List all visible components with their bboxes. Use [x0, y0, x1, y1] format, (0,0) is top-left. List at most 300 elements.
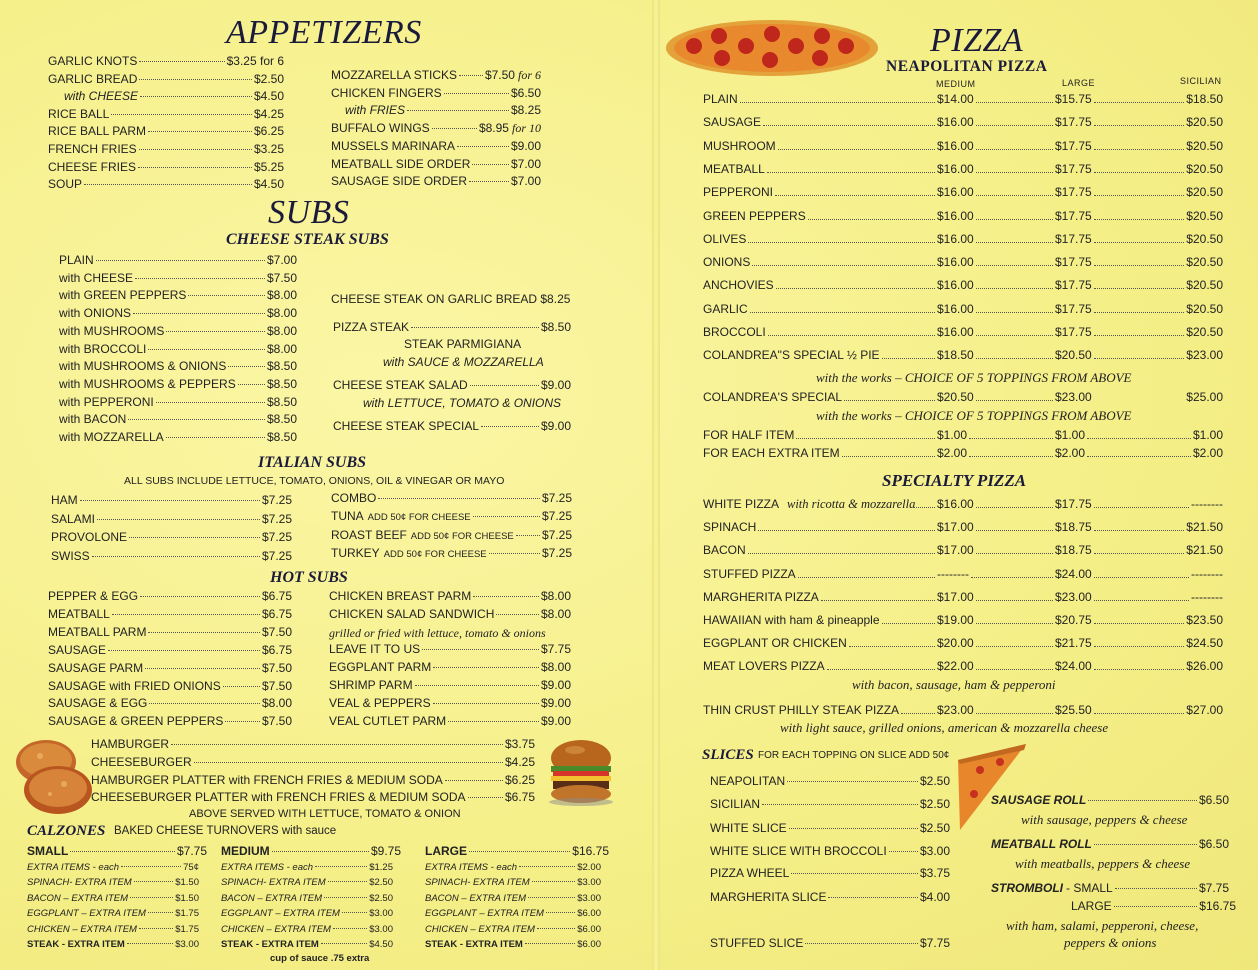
price-sicilian: $26.00 — [1186, 659, 1223, 674]
appetizer-row — [331, 121, 541, 137]
price-large: $17.75 — [1055, 497, 1092, 511]
item-price: $6.50 — [1198, 793, 1229, 807]
item-name: HAM — [51, 493, 78, 507]
dot-leader — [139, 149, 252, 150]
item-price: $8.95 — [478, 121, 509, 136]
item-note: ADD 50¢ FOR CHEESE — [383, 548, 487, 560]
dot-leader — [473, 516, 540, 517]
dot-leader — [469, 181, 509, 182]
dot-leader — [976, 600, 1053, 601]
dot-leader — [525, 943, 575, 944]
calzone-extra-row — [27, 877, 199, 890]
item-name: SALAMI — [51, 511, 96, 526]
dot-leader — [333, 928, 367, 929]
price-sicilian: $20.50 — [1186, 255, 1223, 270]
calzone-extra-row — [425, 939, 601, 952]
item-name: with BROCCOLI — [59, 341, 147, 356]
dot-leader — [1094, 623, 1184, 624]
dot-leader — [976, 530, 1053, 531]
price-medium: $16.00 — [937, 115, 974, 130]
item-price: $2.50 — [919, 797, 950, 811]
dot-leader — [519, 866, 575, 867]
price-sicilian: $27.00 — [1186, 703, 1223, 717]
item-name: STEAK - EXTRA ITEM — [27, 939, 125, 950]
dot-leader — [80, 500, 260, 501]
appetizers-title: APPETIZERS — [226, 14, 422, 51]
price-sicilian: $20.50 — [1186, 231, 1223, 246]
item-name: GREEN PEPPERS — [703, 208, 806, 223]
dot-leader — [148, 349, 265, 350]
item-price: $8.50 — [266, 359, 297, 374]
item-name: CHICKEN – EXTRA ITEM — [425, 923, 535, 935]
item-name: FRENCH FRIES — [48, 142, 137, 156]
price-large: $15.75 — [1055, 92, 1092, 106]
price-medium: $2.00 — [937, 446, 968, 460]
item-name: SMALL — [27, 844, 69, 858]
item-name: COMBO — [331, 491, 377, 505]
item-name: EGGPLANT – EXTRA ITEM — [425, 908, 544, 920]
hot-sub-row — [48, 696, 292, 712]
cheese-steak-row — [59, 288, 297, 304]
burger-row — [91, 790, 535, 806]
dot-leader — [1094, 102, 1184, 103]
dot-leader — [139, 928, 173, 929]
page-fold — [652, 0, 660, 970]
hot-sub-row — [48, 589, 292, 605]
dot-leader — [1094, 844, 1197, 845]
dot-leader — [901, 713, 935, 714]
cheese-steak-row — [59, 271, 297, 287]
item-name: CHEESE FRIES — [48, 159, 137, 174]
item-price: 75¢ — [183, 862, 199, 873]
item-name: STEAK - EXTRA ITEM — [221, 939, 319, 950]
calzones-subtitle: BAKED CHEESE TURNOVERS with sauce — [114, 825, 337, 837]
item-name: SPINACH- EXTRA ITEM — [425, 877, 530, 889]
item-name: TUNA — [331, 509, 364, 524]
price-medium: $16.00 — [937, 161, 974, 176]
item-name: EXTRA ITEMS - each — [425, 862, 518, 873]
item-price: $4.50 — [253, 89, 284, 104]
dot-leader — [763, 125, 935, 126]
neapolitan-row — [703, 139, 1223, 155]
dot-leader — [748, 242, 935, 243]
item-name: with CHEESE — [59, 270, 134, 285]
item-price: $8.25 — [510, 103, 541, 118]
item-price: $2.50 — [369, 877, 393, 889]
calzone-extra-row — [27, 939, 199, 952]
item-price: $7.50 — [266, 270, 297, 285]
dot-leader — [889, 851, 918, 852]
dot-leader — [546, 912, 575, 913]
item-name: CHEESEBURGER PLATTER with FRENCH FRIES & MEDIUM SODA — [91, 790, 466, 805]
item-name: EXTRA ITEMS - each — [27, 862, 120, 873]
price-sicilian: -------- — [1191, 589, 1223, 604]
item-name: SAUSAGE SIDE ORDER — [331, 174, 468, 189]
dot-leader — [1094, 530, 1184, 531]
extra-item-row — [703, 446, 1223, 462]
item-price: $8.50 — [266, 394, 297, 409]
item-name: WHITE SLICE — [710, 821, 787, 835]
dot-leader — [1094, 646, 1184, 647]
dot-leader — [976, 358, 1053, 359]
burger-row — [91, 755, 535, 771]
specialty-row — [703, 636, 1223, 652]
item-price: $7.75 — [919, 936, 950, 950]
dot-leader — [433, 703, 539, 704]
pizza-image — [664, 18, 880, 78]
price-sicilian: $21.50 — [1186, 543, 1223, 558]
dot-leader — [470, 385, 539, 386]
price-large: $17.75 — [1055, 161, 1092, 176]
appetizer-row — [48, 160, 284, 176]
price-large: $17.75 — [1055, 138, 1092, 153]
item-price: $6.50 — [510, 85, 541, 100]
item-name: PROVOLONE — [51, 530, 128, 544]
dot-leader — [791, 873, 918, 874]
stromboli-note-1: with ham, salami, pepperoni, cheese, — [1006, 918, 1199, 933]
appetizer-row — [331, 139, 541, 155]
dot-leader — [444, 93, 509, 94]
dot-leader — [433, 667, 539, 668]
slice-row — [710, 866, 950, 882]
dot-leader — [188, 295, 265, 296]
price-medium: $20.00 — [937, 636, 974, 651]
dot-leader — [324, 897, 367, 898]
dot-leader — [1094, 265, 1184, 266]
colandrea-special-row — [703, 390, 1223, 406]
item-price: $2.00 — [577, 862, 601, 873]
item-price: $16.75 — [1199, 899, 1236, 913]
price-medium: $23.00 — [937, 703, 974, 717]
item-name: EGGPLANT PARM — [329, 660, 432, 674]
dot-leader — [528, 897, 575, 898]
item-name: MEATBALL — [48, 606, 110, 621]
dot-leader — [1094, 507, 1189, 508]
item-name: with MOZZARELLA — [59, 430, 164, 444]
item-name: PLAIN — [59, 253, 94, 267]
dot-leader — [140, 96, 252, 97]
dot-leader — [976, 265, 1053, 266]
dot-leader — [976, 288, 1053, 289]
dot-leader — [805, 943, 918, 944]
dot-leader — [228, 366, 265, 367]
dot-leader — [775, 195, 935, 196]
dot-leader — [827, 669, 935, 670]
dot-leader — [194, 762, 503, 763]
item-name: MEDIUM — [221, 844, 270, 858]
item-price: $3.00 — [919, 844, 950, 858]
price-sicilian: $23.50 — [1186, 613, 1223, 627]
item-price: $16.75 — [572, 844, 609, 858]
item-price: $9.75 — [370, 844, 401, 858]
item-price: $9.00 — [540, 378, 571, 392]
italian-sub-row — [331, 528, 572, 544]
dot-leader — [1088, 800, 1197, 801]
item-price: $1.75 — [175, 908, 199, 920]
item-name: STROMBOLI — [991, 881, 1063, 895]
dot-leader — [789, 828, 918, 829]
dot-leader — [445, 780, 503, 781]
item-price: $3.75 — [504, 737, 535, 751]
item-name: VEAL & PEPPERS — [329, 696, 431, 710]
calzones-title: CALZONES — [27, 823, 106, 839]
item-name: SAUSAGE with FRIED ONIONS — [48, 678, 221, 693]
specialty-row — [703, 543, 1223, 559]
price-sicilian: $24.50 — [1186, 636, 1223, 651]
item-price: $7.50 — [261, 714, 292, 729]
dot-leader — [496, 614, 539, 615]
cheese-steak-row — [59, 412, 297, 428]
dot-leader — [411, 327, 539, 328]
calzone-extra-row — [425, 893, 601, 906]
calzone-extra-row — [221, 924, 393, 937]
item-name: BACON — [703, 543, 746, 558]
item-name: CHICKEN FINGERS — [331, 85, 442, 100]
dot-leader — [1094, 149, 1184, 150]
item-price: $6.75 — [261, 642, 292, 657]
price-large: $17.75 — [1055, 255, 1092, 270]
appetizer-row — [48, 54, 284, 70]
calzone-extra-row — [221, 939, 393, 952]
dot-leader — [139, 61, 224, 62]
hot-sub-row — [48, 643, 292, 659]
dot-leader — [156, 402, 265, 403]
header-large: LARGE — [1062, 78, 1096, 88]
item-name: with ONIONS — [59, 306, 132, 321]
item-price: $7.50 — [261, 678, 292, 693]
dot-leader — [767, 172, 935, 173]
item-name: with MUSHROOMS & PEPPERS — [59, 376, 236, 391]
item-price: $3.25 for 6 — [226, 54, 284, 68]
hot-sub-row — [329, 714, 571, 730]
dot-leader — [315, 866, 367, 867]
price-suffix: for 10 — [511, 121, 541, 136]
cheese-steak-row — [59, 430, 297, 446]
item-name: HAMBURGER PLATTER with FRENCH FRIES & MEDIUM SODA — [91, 772, 443, 787]
price-sicilian: $20.50 — [1186, 278, 1223, 293]
item-name: OLIVES — [703, 231, 747, 246]
dot-leader — [1094, 288, 1184, 289]
dot-leader — [1087, 456, 1191, 457]
item-price: $6.50 — [1198, 837, 1229, 851]
item-price: $8.00 — [540, 589, 571, 603]
burger-row — [91, 737, 535, 753]
pizza-steak-row — [333, 320, 571, 336]
dot-leader — [459, 75, 483, 76]
italian-sub-row — [331, 491, 572, 507]
price-sicilian: $21.50 — [1186, 520, 1223, 535]
hot-sub-row — [329, 696, 571, 712]
dot-leader — [457, 146, 509, 147]
dot-leader — [882, 358, 935, 359]
dot-leader — [976, 195, 1053, 196]
dot-leader — [148, 131, 252, 132]
dot-leader — [1094, 358, 1184, 359]
dot-leader — [976, 623, 1053, 624]
dot-leader — [473, 596, 539, 597]
calzone-extra-row — [27, 862, 199, 875]
item-name: ONIONS — [703, 255, 751, 270]
price-sicilian: $20.50 — [1186, 115, 1223, 130]
item-name: CHEESEBURGER — [91, 754, 192, 769]
item-name: SOUP — [48, 177, 83, 192]
dot-leader — [97, 519, 260, 520]
price-sicilian: $20.50 — [1186, 185, 1223, 200]
dot-leader — [96, 260, 265, 261]
dot-leader — [882, 623, 935, 624]
appetizer-row — [345, 103, 541, 119]
price-medium: $20.50 — [937, 390, 974, 404]
dot-leader — [84, 184, 252, 185]
dot-leader — [1094, 219, 1184, 220]
italian-subs-title: ITALIAN SUBS — [258, 454, 367, 471]
dot-leader — [127, 943, 173, 944]
item-price: $7.50 — [484, 68, 515, 82]
item-price: $9.00 — [510, 138, 541, 153]
dot-leader — [92, 556, 260, 557]
cheese-steak-row — [59, 253, 297, 269]
calzone-extra-row — [27, 924, 199, 937]
item-price: $6.75 — [261, 589, 292, 603]
dot-leader — [171, 744, 503, 745]
dot-leader — [537, 928, 575, 929]
price-large: $17.75 — [1055, 185, 1092, 200]
dot-leader — [808, 219, 935, 220]
dot-leader — [976, 149, 1053, 150]
item-name: WHITE SLICE WITH BROCCOLI — [710, 844, 887, 858]
price-sicilian: $20.50 — [1186, 325, 1223, 339]
size-label: - SMALL — [1066, 881, 1113, 895]
cheese-steak-salad-note: with LETTUCE, TOMATO & ONIONS — [363, 396, 562, 410]
item-name: PEPPERONI — [703, 185, 774, 200]
dot-leader — [976, 219, 1053, 220]
item-price: $7.25 — [541, 509, 572, 524]
meatball-roll-note: with meatballs, peppers & cheese — [1015, 856, 1191, 871]
appetizer-row — [48, 72, 284, 88]
dot-leader — [778, 149, 935, 150]
item-name: NEAPOLITAN — [710, 774, 786, 788]
calzone-size-row — [425, 844, 609, 860]
price-sicilian: $20.50 — [1186, 208, 1223, 223]
dot-leader — [111, 114, 252, 115]
specialty-row — [703, 497, 1223, 513]
price-large: $17.75 — [1055, 208, 1092, 223]
dot-leader — [135, 278, 265, 279]
item-price: $7.25 — [261, 511, 292, 526]
price-medium: $1.00 — [937, 428, 968, 442]
dot-leader — [976, 312, 1053, 313]
price-medium: $16.00 — [937, 185, 974, 200]
italian-sub-row — [51, 512, 292, 528]
item-price: $8.00 — [540, 660, 571, 674]
dot-leader — [821, 600, 935, 601]
dot-leader — [134, 881, 174, 882]
dot-leader — [976, 400, 1053, 401]
works-note-1: with the works – CHOICE OF 5 TOPPINGS FROM ABOVE — [816, 370, 1132, 385]
item-price: $3.00 — [577, 892, 601, 904]
specialty-row — [703, 613, 1223, 629]
cheese-steak-row — [59, 395, 297, 411]
dot-leader — [432, 128, 477, 129]
item-name: SAUSAGE & GREEN PEPPERS — [48, 714, 224, 729]
dot-leader — [481, 426, 539, 427]
item-name: SAUSAGE — [48, 642, 107, 657]
item-name: PLAIN — [703, 92, 738, 106]
dot-leader — [976, 172, 1053, 173]
price-medium: $16.00 — [937, 278, 974, 293]
dot-leader — [130, 897, 173, 898]
pizza-title: PIZZA — [930, 22, 1024, 59]
dot-leader — [121, 866, 181, 867]
stromboli-large-row — [1071, 899, 1236, 915]
specialty-row — [703, 659, 1223, 675]
dot-leader — [1114, 906, 1198, 907]
price-large: $18.75 — [1055, 520, 1092, 535]
item-name: BUFFALO WINGS — [331, 121, 430, 136]
meat-lovers-note: with bacon, sausage, ham & pepperoni — [852, 677, 1056, 692]
appetizer-row — [64, 89, 284, 105]
item-name: STUFFED SLICE — [710, 936, 804, 950]
item-price: $1.75 — [175, 923, 199, 935]
dot-leader — [798, 577, 935, 578]
item-price: $8.50 — [266, 412, 297, 427]
item-price: $7.00 — [266, 253, 297, 267]
dot-leader — [1094, 713, 1184, 714]
hot-sub-row — [48, 607, 292, 623]
specialty-row — [703, 520, 1223, 536]
dot-leader — [913, 507, 935, 508]
dot-leader — [321, 943, 367, 944]
item-price: $3.00 — [175, 939, 199, 950]
stromboli-small-row — [991, 881, 1229, 897]
item-name: PIZZA STEAK — [333, 320, 410, 334]
neapolitan-row — [703, 302, 1223, 318]
price-large: $1.00 — [1055, 428, 1086, 442]
works-note-2: with the works – CHOICE OF 5 TOPPINGS FROM ABOVE — [816, 408, 1132, 423]
item-price: $7.75 — [176, 844, 207, 858]
cheese-steak-special-row — [333, 419, 571, 435]
item-name: CHICKEN – EXTRA ITEM — [221, 923, 331, 935]
price-suffix: for 6 — [517, 68, 541, 82]
item-price: $2.50 — [369, 892, 393, 904]
italian-sub-row — [331, 546, 572, 562]
item-price: $7.25 — [261, 548, 292, 563]
item-price: $4.00 — [919, 890, 950, 904]
dot-leader — [140, 596, 260, 597]
hot-subs-title: HOT SUBS — [270, 569, 348, 586]
item-price: $1.25 — [369, 862, 393, 873]
dot-leader — [148, 912, 173, 913]
item-price: $4.50 — [253, 177, 284, 192]
price-sicilian: $2.00 — [1192, 446, 1223, 460]
appetizer-row — [48, 124, 284, 140]
appetizer-row — [331, 157, 541, 173]
item-price: $8.00 — [266, 306, 297, 321]
dot-leader — [139, 79, 252, 80]
dot-leader — [469, 851, 570, 852]
price-medium: $18.50 — [937, 348, 974, 363]
dot-leader — [844, 400, 935, 401]
dot-leader — [842, 456, 935, 457]
dot-leader — [787, 781, 918, 782]
item-price: $6.00 — [577, 939, 601, 950]
dot-leader — [1094, 195, 1184, 196]
item-name: ROAST BEEF — [331, 527, 407, 542]
item-name: MEATBALL SIDE ORDER — [331, 156, 471, 171]
price-medium: $16.00 — [937, 497, 974, 511]
dot-leader — [976, 553, 1053, 554]
dot-leader — [342, 912, 367, 913]
